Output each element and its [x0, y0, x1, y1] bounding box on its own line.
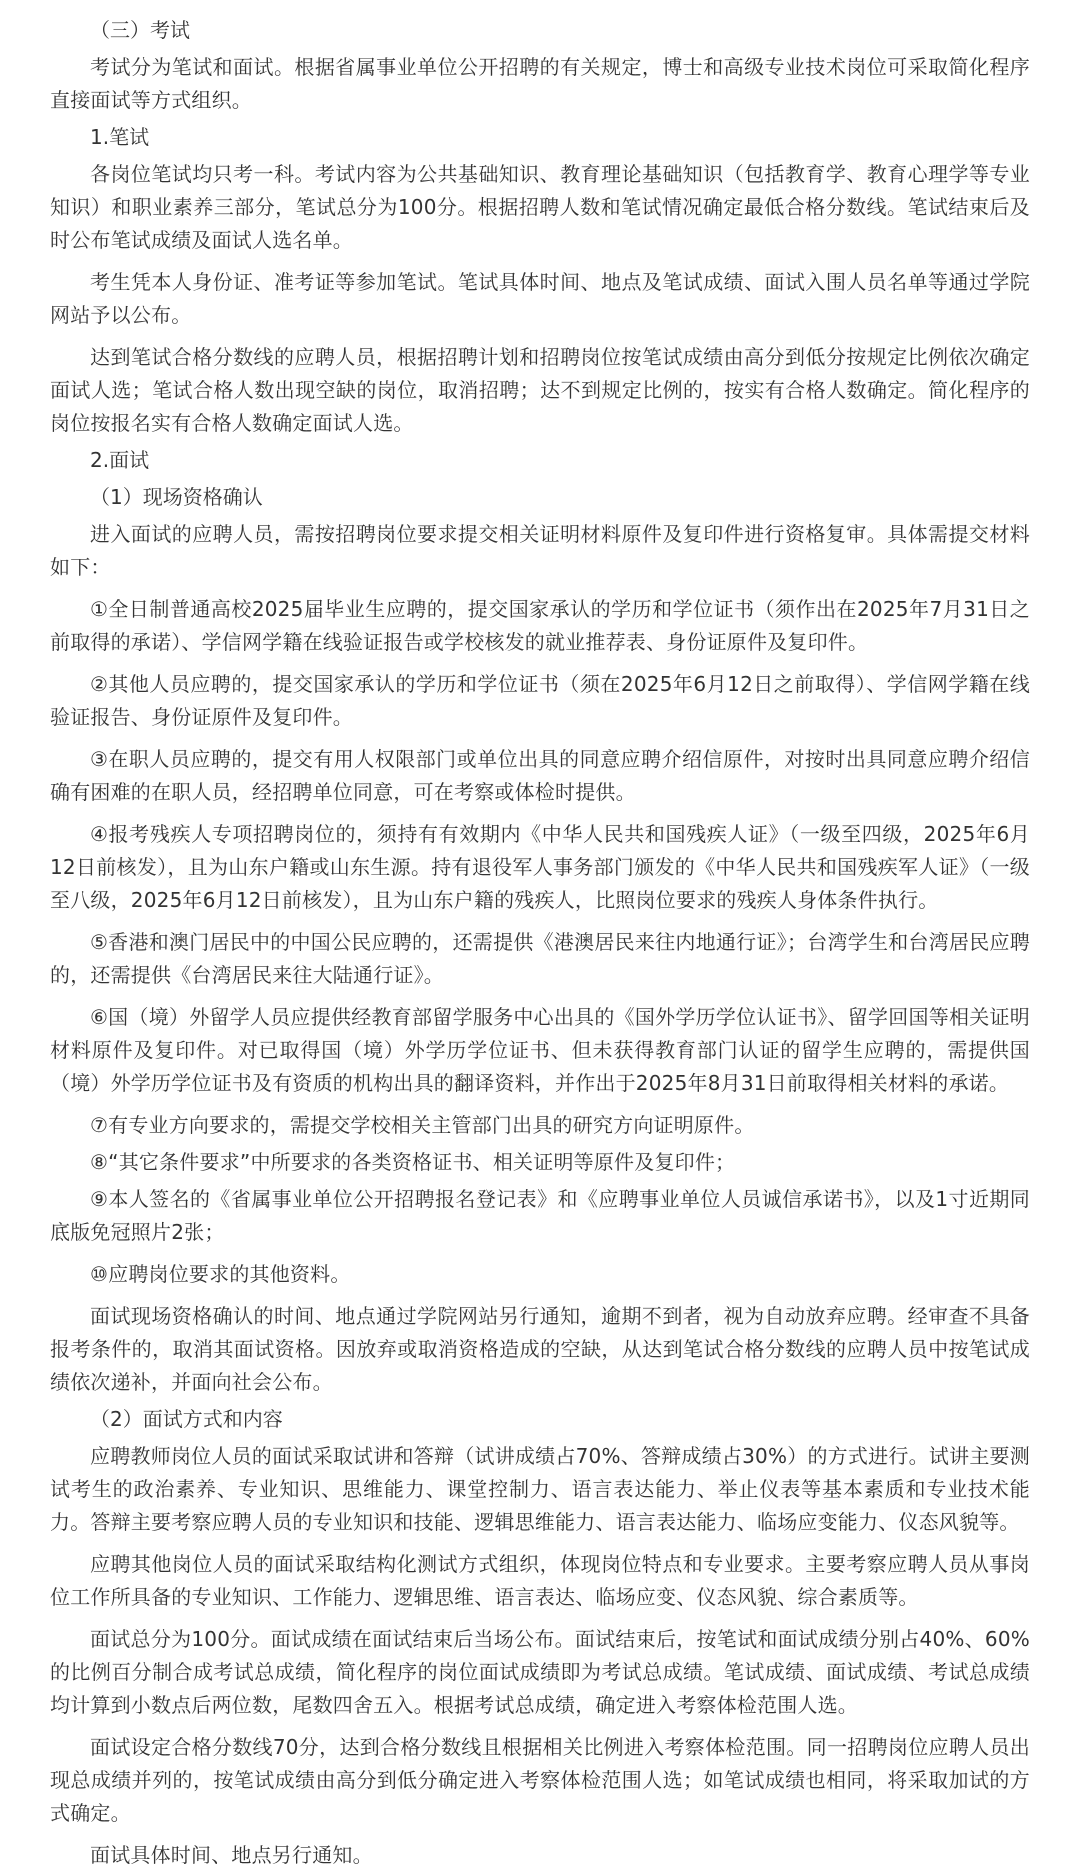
interview-method-paragraph-5: 面试具体时间、地点另行通知。 — [90, 1843, 373, 1867]
written-exam-paragraph-2: 考生凭本人身份证、准考证等参加笔试。笔试具体时间、地点及笔试成绩、面试入围人员名单等通过学院网站予以公布。 — [50, 270, 1030, 327]
interview-method-title: （2）面试方式和内容 — [90, 1407, 283, 1431]
list-item: ③在职人员应聘的，提交有用人权限部门或单位出具的同意应聘介绍信原件，对按时出具同意应聘介绍信确有困难的在职人员，经招聘单位同意，可在考察或体检时提供。 — [50, 747, 1030, 804]
interview-method-paragraph-4: 面试设定合格分数线70分，达到合格分数线且根据相关比例进入考察体检范围。同一招聘岗位应聘人员出现总成绩并列的，按笔试成绩由高分到低分确定进入考察体检范围人选；如笔试成绩也相同，将采取加试的方式确定。 — [50, 1735, 1030, 1825]
list-item: ⑤香港和澳门居民中的中国公民应聘的，还需提供《港澳居民来往内地通行证》；台湾学生和台湾居民应聘的，还需提供《台湾居民来往大陆通行证》。 — [50, 930, 1030, 987]
interview-title: 2.面试 — [90, 448, 150, 472]
written-exam-paragraph-1: 各岗位笔试均只考一科。考试内容为公共基础知识、教育理论基础知识（包括教育学、教育心理学等专业知识）和职业素养三部分，笔试总分为100分。根据招聘人数和笔试情况确定最低合格分数线。笔试结束后及时公布笔试成绩及面试人选名单。 — [50, 162, 1030, 252]
list-item: ⑧“其它条件要求”中所要求的各类资格证书、相关证明等原件及复印件； — [90, 1150, 736, 1174]
qualification-check-outro: 面试现场资格确认的时间、地点通过学院网站另行通知，逾期不到者，视为自动放弃应聘。经审查不具备报考条件的，取消其面试资格。因放弃或取消资格造成的空缺，从达到笔试合格分数线的应聘人员中按笔试成绩依次递补，并面向社会公布。 — [50, 1304, 1030, 1394]
qualification-check-intro: 进入面试的应聘人员，需按招聘岗位要求提交相关证明材料原件及复印件进行资格复审。具体需提交材料如下： — [50, 522, 1030, 579]
list-item: ⑨本人签名的《省属事业单位公开招聘报名登记表》和《应聘事业单位人员诚信承诺书》，以及1寸近期同底版免冠照片2张； — [50, 1187, 1030, 1244]
list-item: ②其他人员应聘的，提交国家承认的学历和学位证书（须在2025年6月12日之前取得）、学信网学籍在线验证报告、身份证原件及复印件。 — [50, 672, 1030, 729]
list-item: ①全日制普通高校2025届毕业生应聘的，提交国家承认的学历和学位证书（须作出在2025年7月31日之前取得的承诺）、学信网学籍在线验证报告或学校核发的就业推荐表、身份证原件及复印件。 — [50, 597, 1030, 654]
qualification-check-title: （1）现场资格确认 — [90, 485, 263, 509]
interview-method-paragraph-2: 应聘其他岗位人员的面试采取结构化测试方式组织，体现岗位特点和专业要求。主要考察应聘人员从事岗位工作所具备的专业知识、工作能力、逻辑思维、语言表达、临场应变、仪态风貌、综合素质等。 — [50, 1552, 1030, 1609]
list-item: ⑦有专业方向要求的，需提交学校相关主管部门出具的研究方向证明原件。 — [90, 1113, 755, 1137]
written-exam-paragraph-3: 达到笔试合格分数线的应聘人员，根据招聘计划和招聘岗位按笔试成绩由高分到低分按规定比例依次确定面试人选；笔试合格人数出现空缺的岗位，取消招聘；达不到规定比例的，按实有合格人数确定。简化程序的岗位按报名实有合格人数确定面试人选。 — [50, 345, 1030, 435]
list-item: ④报考残疾人专项招聘岗位的，须持有有效期内《中华人民共和国残疾人证》（一级至四级，2025年6月12日前核发），且为山东户籍或山东生源。持有退役军人事务部门颁发的《中华人民共和国残疾军人证》（一级至八级，2025年6月12日前核发），且为山东户籍的残疾人，比照岗位要求的残疾人身体条件执行。 — [50, 822, 1030, 912]
list-item: ⑥国（境）外留学人员应提供经教育部留学服务中心出具的《国外学历学位认证书》、留学回国等相关证明材料原件及复印件。对已取得国（境）外学历学位证书、但未获得教育部门认证的留学生应聘的，需提供国（境）外学历学位证书及有资质的机构出具的翻译资料，并作出于2025年8月31日前取得相关材料的承诺。 — [50, 1005, 1030, 1095]
section-title-exam: （三）考试 — [90, 18, 190, 42]
exam-intro-paragraph: 考试分为笔试和面试。根据省属事业单位公开招聘的有关规定，博士和高级专业技术岗位可采取简化程序直接面试等方式组织。 — [50, 55, 1030, 112]
written-exam-title: 1.笔试 — [90, 125, 150, 149]
interview-method-paragraph-3: 面试总分为100分。面试成绩在面试结束后当场公布。面试结束后，按笔试和面试成绩分别占40%、60%的比例百分制合成考试总成绩，简化程序的岗位面试成绩即为考试总成绩。笔试成绩、面试成绩、考试总成绩均计算到小数点后两位数，尾数四舍五入。根据考试总成绩，确定进入考察体检范围人选。 — [50, 1627, 1030, 1717]
interview-method-paragraph-1: 应聘教师岗位人员的面试采取试讲和答辩（试讲成绩占70%、答辩成绩占30%）的方式进行。试讲主要测试考生的政治素养、专业知识、思维能力、课堂控制力、语言表达能力、举止仪表等基本素质和专业技术能力。答辩主要考察应聘人员的专业知识和技能、逻辑思维能力、语言表达能力、临场应变能力、仪态风貌等。 — [50, 1444, 1030, 1534]
list-item: ⑩应聘岗位要求的其他资料。 — [90, 1262, 351, 1286]
